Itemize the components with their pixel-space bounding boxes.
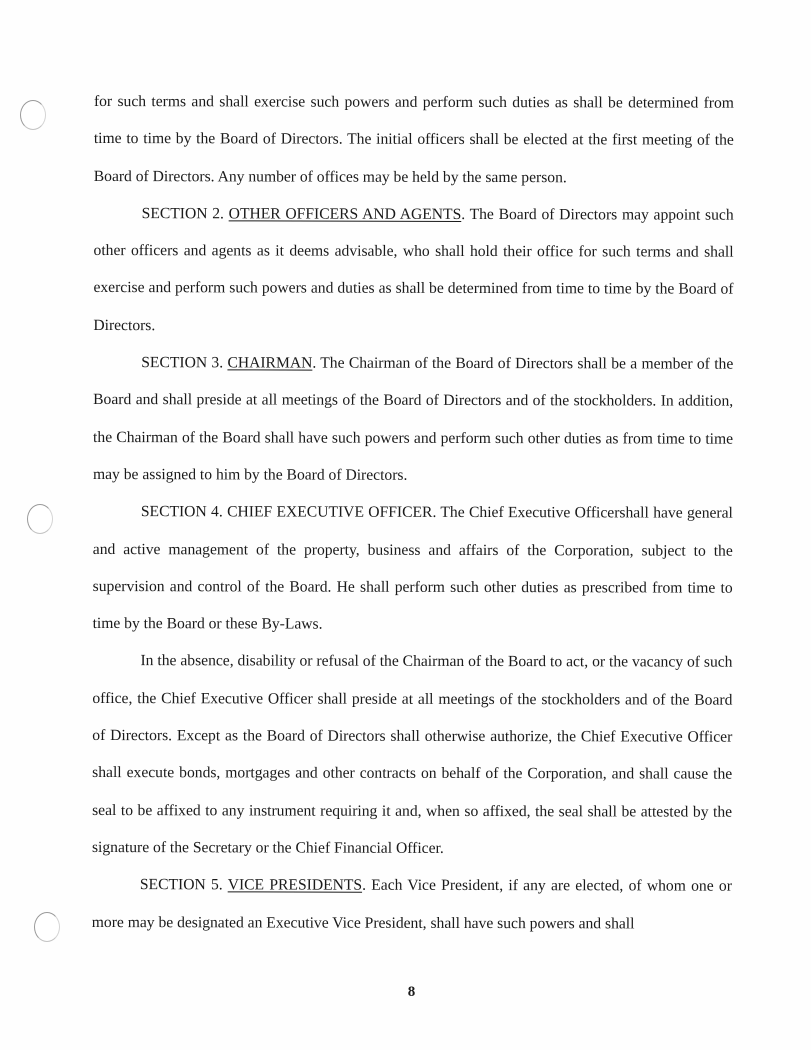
paragraph-text: . The Chief Executive Officershall have general and active management of the property, business and affairs of the Corporation, subject to the supervision and control of the Board. He shall perform such other duties as prescribed from time to time by the Board or these By-Laws. <box>92 504 733 633</box>
page-number: 8 <box>407 984 416 1000</box>
paragraph-section-2 <box>93 195 733 346</box>
paragraph-text: . Each Vice President, if any are elected, of whom one or more may be designated an Executive Vice President, shall have such powers and shall <box>91 876 732 932</box>
document-body <box>92 83 734 943</box>
paragraph-text: In the absence, disability or refusal of the Chairman of the Board to act, or the vacancy of such office, the Chief Executive Officer shall preside at all meetings of the stockholders and of the Board of Directors. Except as the Board of Directors shall otherwise authorize, the Chief Executive Officer shall execute bonds, mortgages and other contracts on behalf of the Corporation, and shall cause the seal to be affixed to any instrument requiring it and, when so affixed, the seal shall be attested by the signature of the Secretary or the Chief Financial Officer. <box>91 652 733 857</box>
section-number: SECTION 5. <box>139 876 228 894</box>
punch-hole-middle <box>27 504 53 534</box>
section-heading: VICE PRESIDENTS <box>227 876 363 894</box>
paragraph-section-4-continued <box>92 642 733 867</box>
paragraph-text: . The Board of Directors may appoint such other officers and agents as it deems advisable, who shall hold their office for such terms and shall exercise and perform such powers and duties as shall be determined from time to time by the Board of Directors. <box>93 205 734 334</box>
section-heading: CHAIRMAN <box>227 354 313 372</box>
punch-hole-top <box>20 100 46 130</box>
punch-hole-bottom <box>34 912 60 942</box>
section-number: SECTION 3. <box>141 354 228 372</box>
section-heading: OTHER OFFICERS AND AGENTS <box>228 205 462 223</box>
paragraph-text: for such terms and shall exercise such powers and perform such duties as shall be determined from time to time by the Board of Directors. The initial officers shall be elected at the first meeting of the Board of Directors. Any number of offices may be held by the same person. <box>93 92 734 186</box>
paragraph-continuation <box>94 83 734 197</box>
paragraph-section-3 <box>93 344 733 495</box>
paragraph-section-4 <box>93 493 733 644</box>
section-number: SECTION 4. CHIEF EXECUTIVE OFFICER <box>140 503 433 522</box>
paragraph-section-5 <box>92 866 732 942</box>
section-number: SECTION 2. <box>141 205 229 223</box>
paragraph-text: . The Chairman of the Board of Directors shall be a member of the Board and shall preside at all meetings of the Board of Directors and of the stockholders. In addition, the Chairman of the Board shall have such powers and perform such other duties as from time to time may be assigned to him by the Board of Directors. <box>92 354 734 484</box>
